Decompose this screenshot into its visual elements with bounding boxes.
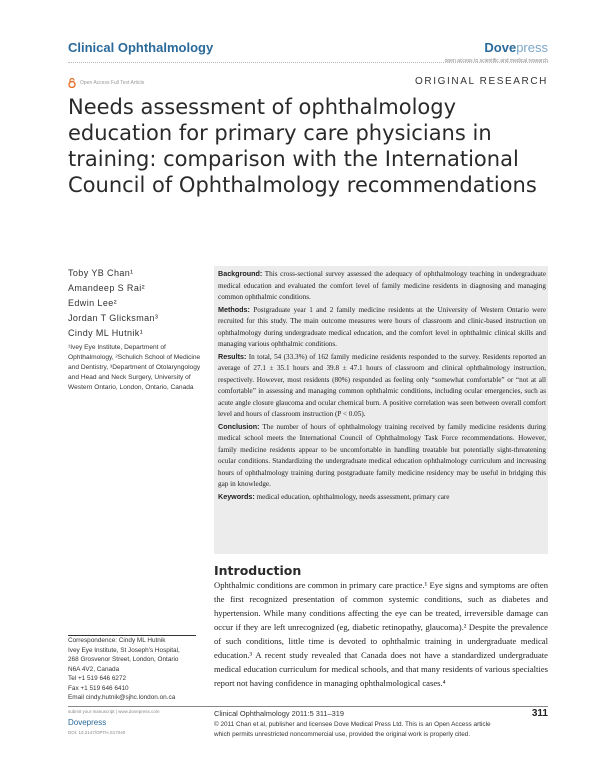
author-list <box>68 266 158 341</box>
abstract <box>218 268 546 503</box>
correspondence-line: Ivey Eye Institute, St Joseph’s Hospital, <box>68 646 180 654</box>
copyright-line: © 2011 Chan et al, publisher and licensee Dove Medical Press Ltd. This is an Open Access article <box>214 721 491 728</box>
correspondence-email[interactable]: Email cindy.hutnik@sjhc.london.on.ca <box>68 694 176 701</box>
abstract-label: Methods: <box>218 304 250 314</box>
correspondence <box>68 636 208 703</box>
journal-name: Clinical Ophthalmology <box>68 40 214 55</box>
abstract-methods: Methods: Postgraduate year 1 and 2 family medicine residents at the University of Western Ontario were recruited for this study. The main outcome measures were hours of classroom and clinic-based instruction on ophthalmology during undergraduate medical education, and the comfort level in ophthalmic clinical skills and managing various ophthalmic conditions. <box>218 304 547 348</box>
header-divider <box>68 62 548 63</box>
copyright <box>214 720 548 739</box>
author: Amandeep S Rai² <box>68 283 146 293</box>
abstract-label: Results: <box>218 351 247 361</box>
correspondence-line: 268 Grosvenor Street, London, Ontario <box>68 656 179 663</box>
correspondence-label: Correspondence: Cindy ML Hutnik <box>68 637 166 644</box>
doi[interactable]: DOI: 10.2147/OPTH.S17040 <box>68 730 126 735</box>
correspondence-line: N6A 4V2, Canada <box>68 665 120 673</box>
copyright-line: which permits unrestricted noncommercial use, provided the original work is properly cited. <box>214 730 471 738</box>
author: Toby YB Chan¹ <box>68 268 134 278</box>
brand-light: press <box>516 40 548 55</box>
footer-logo[interactable]: Dovepress <box>68 718 107 727</box>
author: Cindy ML Hutnik¹ <box>68 328 144 338</box>
abstract-label: Keywords: <box>218 491 255 501</box>
abstract-conclusion: Conclusion: The number of hours of ophthalmology training received by family medicine residents during medical school meets the International Council of Ophthalmology Task Force recommendations. However, family medicine residents appear to be uncomfortable in handling treatable but potentially sight-threatening ocular conditions. Standardizing the undergraduate medical education ophthalmology curriculum and increasing hours of ophthalmology training during postgraduate family medicine residency may be useful in bridging this gap in knowledge. <box>218 421 547 488</box>
open-access-icon <box>68 78 76 88</box>
affiliations: ¹Ivey Eye Institute, Department of Ophthalmology, ²Schulich School of Medicine and Dentistry, ³Department of Otolaryngology and Head and Neck Surgery, University of Western Ontario, London, Ontario, Canada <box>68 344 201 391</box>
submit-manuscript-link[interactable]: submit your manuscript | www.dovepress.com <box>68 709 160 714</box>
article-type: ORIGINAL RESEARCH <box>415 76 548 87</box>
author: Edwin Lee² <box>68 298 118 308</box>
article-title: Needs assessment of ophthalmology education for primary care physicians in training: comparison with the International Council of Ophthalmology recommendations <box>68 95 537 197</box>
abstract-label: Conclusion: <box>218 421 260 431</box>
correspondence-line: Tel +1 519 646 6272 <box>68 675 127 682</box>
publisher-tagline: open access to scientific and medical research <box>444 58 548 64</box>
publisher-logo[interactable] <box>484 40 548 55</box>
author: Jordan T Glicksman³ <box>68 313 159 323</box>
abstract-results: Results: In total, 54 (33.3%) of 162 family medicine residents responded to the survey. Residents reported an average of 27.1 ± 35.1 hours and 39.8 ± 47.1 hours of classroom and clinical ophthalmology instruction, respectively. However, most residents (80%) responded as feeling only “somewhat comfortable” or “not at all comfortable” in assessing and managing common ophthalmic conditions, including ocular emergencies, such as acute angle closure glaucoma and ocular chemical burn. A positive correlation was seen between overall comfort level and hours of classroom instruction (P < 0.05). <box>218 351 547 418</box>
abstract-label: Background: <box>218 269 263 278</box>
abstract-keywords: Keywords: medical education, ophthalmology, needs assessment, primary care <box>218 491 450 501</box>
correspondence-line: Fax +1 519 646 6410 <box>68 684 129 692</box>
brand-bold: Dove <box>484 40 517 55</box>
page-number: 311 <box>531 708 548 719</box>
section-heading: Introduction <box>214 563 302 578</box>
open-access-label: Open Access Full Text Article <box>80 80 145 86</box>
footer-divider <box>68 706 548 707</box>
citation: Clinical Ophthalmology 2011:5 311–319 <box>214 709 344 718</box>
introduction-text: Ophthalmic conditions are common in primary care practice.¹ Eye signs and symptoms are often the first recognized presentation of common systemic conditions, such as diabetes and hypertension. While many conditions affecting the eye can be treated, irreversible damage can occur if they are left unrecognized (eg, diabetic retinopathy, glaucoma).² Despite the prevalence of such conditions, little time is devoted to ophthalmic training in undergraduate medical education.³ A recent study revealed that Canada does not have a standardized undergraduate medical education curriculum for medical schools, and that many residents of various specialties report not having confidence in managing ophthalmological cases.⁴ <box>214 580 548 688</box>
abstract-background: Background: This cross-sectional survey assessed the adequacy of ophthalmology teaching in undergraduate medical education and evaluated the comfort level of family medicine residents in diagnosing and managing common ophthalmic conditions. <box>218 269 547 301</box>
